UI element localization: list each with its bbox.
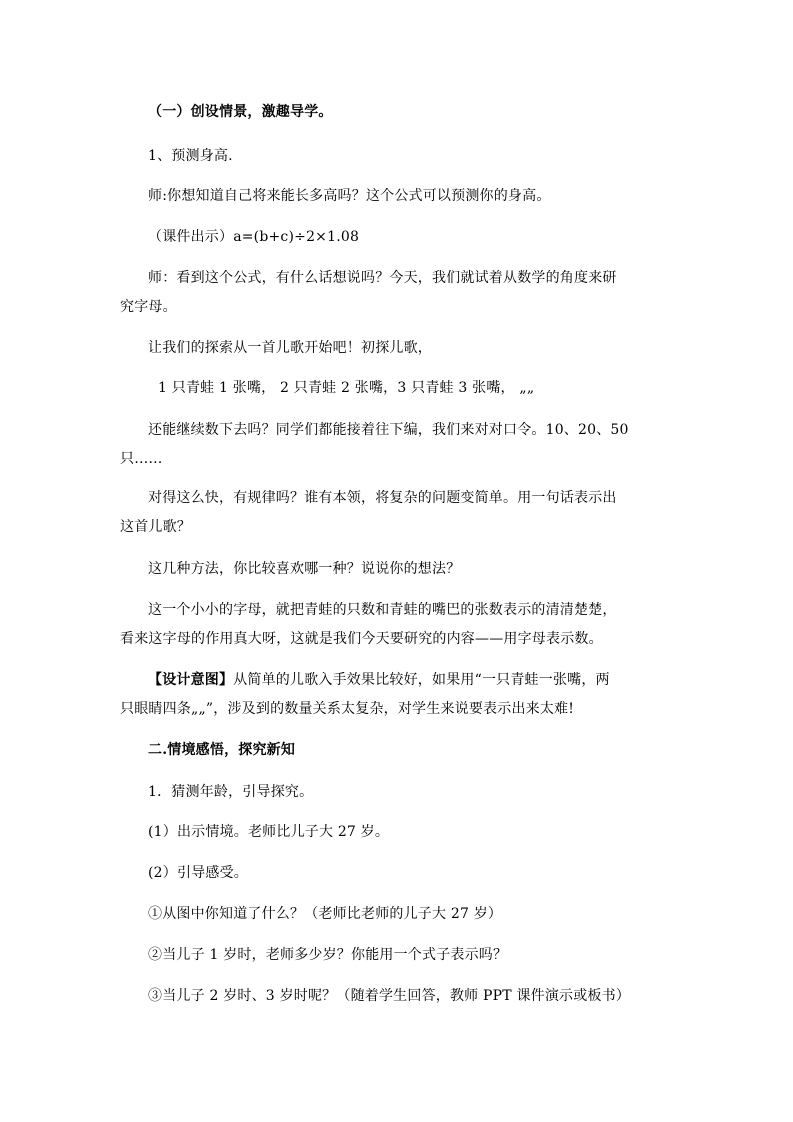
question-3: ③当儿子 2 岁时、3 岁时呢？（随着学生回答，教师 PPT 课件演示或板书） (148, 988, 631, 1004)
pattern-question-line2: 这首儿歌？ (120, 519, 191, 535)
song-verse: 1 只青蛙 1 张嘴， 2 只青蛙 2 张嘴，3 只青蛙 3 张嘴， „„ (158, 380, 535, 396)
section-title-2: 二.情境感悟，探究新知 (148, 742, 296, 758)
teacher-question-2 (120, 268, 680, 288)
design-intent-cont (120, 699, 680, 719)
methods-question: 这几种方法，你比较喜欢哪一种？说说你的想法？ (148, 561, 461, 577)
continue-count-line2: 只…… (120, 451, 163, 467)
teacher-question-1: 师:你想知道自己将来能长多高吗？这个公式可以预测你的身高。 (148, 188, 551, 204)
continue-count (120, 420, 680, 440)
pattern-question (120, 488, 680, 508)
design-intent-line1: 从简单的儿歌入手效果比较好，如果用“一只青蛙一张嘴，两 (233, 672, 610, 688)
letter-summary-line1: 这一个小小的字母，就把青蛙的只数和青蛙的嘴巴的张数表示的清清楚楚， (148, 602, 617, 618)
design-intent (120, 670, 680, 690)
item-guide-feel: (2）引导感受。 (148, 865, 248, 881)
teacher-question-2-line2: 究字母。 (120, 299, 177, 315)
question-2: ②当儿子 1 岁时，老师多少岁？你能用一个式子表示吗？ (148, 947, 508, 963)
pattern-question-line1: 对得这么快，有规律吗？谁有本领，将复杂的问题变简单。用一句话表示出 (148, 490, 617, 506)
pattern-question-cont (120, 517, 680, 537)
item-predict-height: 1、预测身高. (148, 148, 233, 164)
letter-summary (120, 600, 680, 620)
item-show-scenario: (1）出示情境。老师比儿子大 27 岁。 (148, 824, 390, 840)
teacher-question-2-line1: 师：看到这个公式，有什么话想说吗？今天，我们就试着从数学的角度来研 (148, 270, 617, 286)
song-intro: 让我们的探索从一首儿歌开始吧！初探儿歌， (148, 340, 432, 356)
item-guess-age: 1．猜测年龄，引导探究。 (148, 784, 314, 800)
section-title-1: （一）创设情景，激趣导学。 (148, 104, 333, 120)
teacher-question-2-cont (120, 297, 680, 317)
question-1: ①从图中你知道了什么？（老师比老师的儿子大 27 岁） (148, 906, 503, 922)
continue-count-cont (120, 449, 680, 469)
design-intent-label: 【设计意图】 (148, 672, 234, 688)
letter-summary-line2: 看来这字母的作用真大呀，这就是我们今天要研究的内容——用字母表示数。 (120, 631, 603, 647)
design-intent-line2: 只眼睛四条„„”，涉及到的数量关系太复杂，对学生来说要表示出来太难! (120, 701, 575, 717)
formula-line: （课件出示）a=(b+c)÷2×1.08 (148, 229, 360, 245)
letter-summary-cont (120, 629, 680, 649)
continue-count-line1: 还能继续数下去吗？同学们都能接着往下编，我们来对对口令。10、20、50 (148, 422, 629, 438)
